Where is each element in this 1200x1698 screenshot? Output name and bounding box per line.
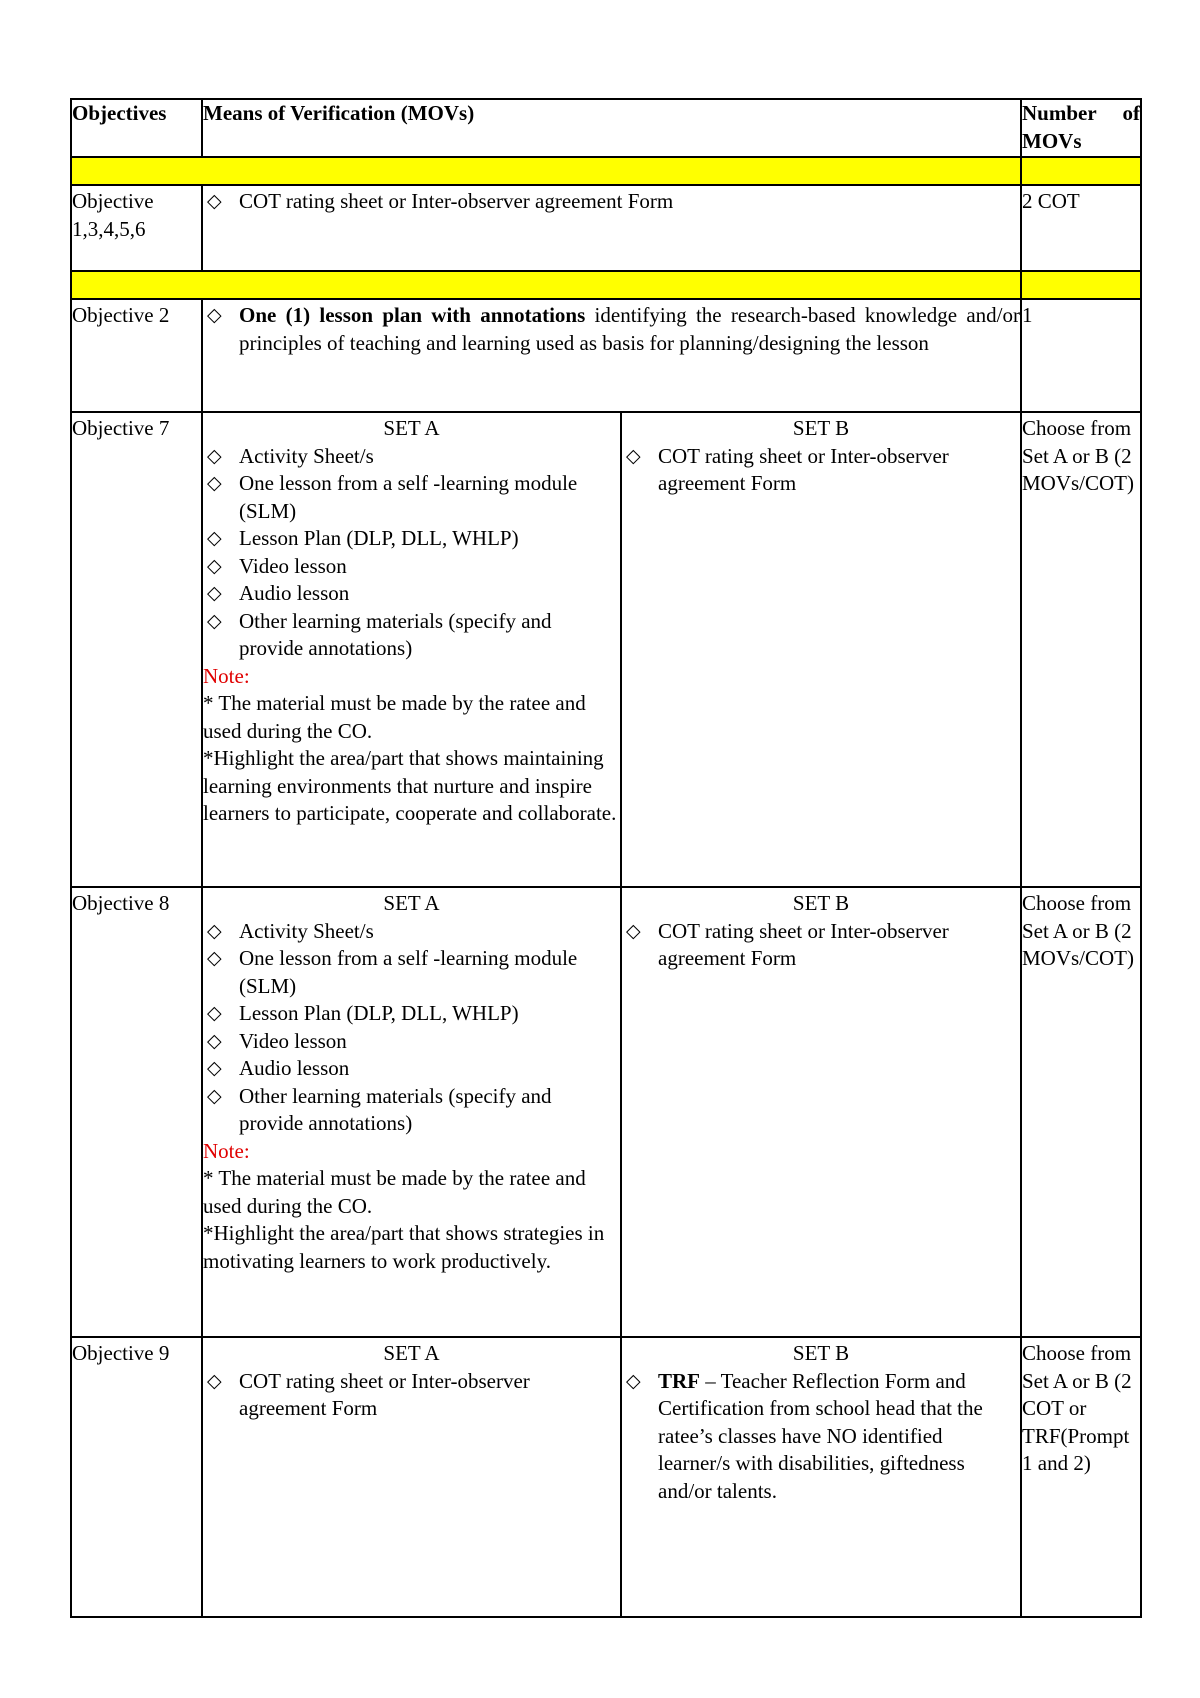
header-objectives: Objectives xyxy=(71,99,202,157)
list-item xyxy=(203,470,620,525)
objective-cell: Objective 8 xyxy=(71,887,202,1337)
set-b-cell xyxy=(621,1337,1021,1617)
diamond-bullet-icon: ◇ xyxy=(207,1369,222,1392)
list-item xyxy=(203,918,620,946)
count-cell: Choose from Set A or B (2 MOVs/COT) xyxy=(1021,412,1141,887)
list-item xyxy=(203,553,620,581)
highlight-row xyxy=(71,157,1141,185)
table-row-objective-8 xyxy=(71,887,1141,1337)
highlight-cell xyxy=(1021,157,1141,185)
list-item xyxy=(622,918,1020,973)
header-number-of-movs xyxy=(1021,99,1141,157)
diamond-bullet-icon: ◇ xyxy=(207,304,222,326)
set-b-list xyxy=(622,1368,1020,1506)
list-item-text: COT rating sheet or Inter-observer agreement Form xyxy=(239,1368,530,1420)
movs-table xyxy=(70,98,1142,1618)
diamond-bullet-icon: ◇ xyxy=(207,919,222,942)
set-b-cell xyxy=(621,412,1021,887)
count-cell: Choose from Set A or B (2 COT or TRF(Prompt 1 and 2) xyxy=(1021,1337,1141,1617)
objective-cell: Objective 1,3,4,5,6 xyxy=(71,185,202,271)
trf-bold-text: TRF xyxy=(658,1368,700,1393)
diamond-bullet-icon: ◇ xyxy=(626,919,641,942)
diamond-bullet-icon: ◇ xyxy=(207,527,222,549)
set-a-cell xyxy=(202,412,621,887)
diamond-bullet-icon: ◇ xyxy=(207,1057,222,1079)
list-item xyxy=(622,1368,1020,1506)
note-label: Note: xyxy=(203,1138,250,1163)
set-a-title: SET A xyxy=(383,416,440,440)
set-a-title: SET A xyxy=(383,1341,440,1365)
header-row xyxy=(71,99,1141,157)
list-item-text: Activity Sheet/s xyxy=(239,443,374,468)
note-text: *Highlight the area/part that shows maintaining learning environments that nurture and inspire learners to participate, cooperate and collaborate. xyxy=(203,746,617,825)
diamond-bullet-icon: ◇ xyxy=(207,1029,222,1052)
list-item-text: – Teacher Reflection Form and Certification from school head that the ratee’s classes have NO identified learner/s with disabilities, giftedness and/or talents. xyxy=(658,1368,983,1503)
header-of-word: of xyxy=(1122,101,1140,125)
list-item xyxy=(203,443,620,471)
list-item xyxy=(203,608,620,663)
list-item-text: Activity Sheet/s xyxy=(239,918,374,943)
note-text: *Highlight the area/part that shows strategies in motivating learners to work productively. xyxy=(203,1221,605,1273)
mov-text: identifying the research-based knowledge and/or principles of teaching and learning used as basis for planning/designing the lesson xyxy=(239,303,1020,355)
list-item xyxy=(203,1028,620,1056)
diamond-bullet-icon: ◇ xyxy=(207,582,222,604)
list-item xyxy=(203,1000,620,1028)
table-row-objective-1-3-4-5-6 xyxy=(71,185,1141,271)
list-item xyxy=(203,1368,620,1423)
table-row-objective-2 xyxy=(71,299,1141,412)
count-cell: Choose from Set A or B (2 MOVs/COT) xyxy=(1021,887,1141,1337)
highlight-cell xyxy=(71,157,1021,185)
note-text: * The material must be made by the ratee and used during the CO. xyxy=(203,691,586,743)
highlight-cell xyxy=(1021,271,1141,299)
note-text: * The material must be made by the ratee and used during the CO. xyxy=(203,1166,586,1218)
mov-cell xyxy=(202,185,1021,271)
count-cell: 1 xyxy=(1021,299,1141,412)
mov-cell xyxy=(202,299,1021,412)
highlight-row xyxy=(71,271,1141,299)
mov-text: COT rating sheet or Inter-observer agreement Form xyxy=(239,189,674,213)
diamond-bullet-icon: ◇ xyxy=(207,1002,222,1024)
list-item xyxy=(622,443,1020,498)
count-cell: 2 COT xyxy=(1021,185,1141,271)
list-item xyxy=(203,1083,620,1138)
objective-cell: Objective 2 xyxy=(71,299,202,412)
list-item xyxy=(203,945,620,1000)
list-item xyxy=(203,188,1020,216)
list-item-text: Audio lesson xyxy=(239,1056,350,1080)
objective-cell: Objective 9 xyxy=(71,1337,202,1617)
list-item xyxy=(203,1055,620,1083)
diamond-bullet-icon: ◇ xyxy=(207,947,222,969)
mov-bold-text: One (1) lesson plan with annotations xyxy=(239,303,586,327)
list-item-text: COT rating sheet or Inter-observer agreement Form xyxy=(658,918,949,970)
list-item-text: Video lesson xyxy=(239,1028,347,1053)
set-b-list xyxy=(622,443,1020,498)
diamond-bullet-icon: ◇ xyxy=(207,554,222,577)
header-movs-word: MOVs xyxy=(1022,128,1082,153)
list-item xyxy=(203,525,620,553)
diamond-bullet-icon: ◇ xyxy=(207,472,222,494)
list-item-text: Other learning materials (specify and provide annotations) xyxy=(239,1083,552,1135)
diamond-bullet-icon: ◇ xyxy=(626,1369,641,1392)
list-item-text: COT rating sheet or Inter-observer agreement Form xyxy=(658,443,949,495)
list-item xyxy=(203,580,620,608)
set-a-list xyxy=(203,918,620,1138)
list-item-text: Audio lesson xyxy=(239,581,350,605)
diamond-bullet-icon: ◇ xyxy=(207,1084,222,1107)
list-item-text: One lesson from a self -learning module (SLM) xyxy=(239,471,578,523)
set-b-title: SET B xyxy=(792,416,850,440)
set-b-title: SET B xyxy=(792,891,850,915)
objective-cell: Objective 7 xyxy=(71,412,202,887)
diamond-bullet-icon: ◇ xyxy=(626,444,641,467)
set-a-cell xyxy=(202,887,621,1337)
set-b-list xyxy=(622,918,1020,973)
highlight-cell xyxy=(71,271,1021,299)
set-a-list xyxy=(203,1368,620,1423)
diamond-bullet-icon: ◇ xyxy=(207,444,222,467)
set-a-list xyxy=(203,443,620,663)
diamond-bullet-icon: ◇ xyxy=(207,609,222,632)
header-means-of-verification: Means of Verification (MOVs) xyxy=(202,99,1021,157)
header-number-word: Number xyxy=(1022,101,1097,125)
list-item-text: Other learning materials (specify and provide annotations) xyxy=(239,608,552,660)
list-item-text: Lesson Plan (DLP, DLL, WHLP) xyxy=(239,1001,519,1025)
note-label: Note: xyxy=(203,663,250,688)
table-row-objective-9 xyxy=(71,1337,1141,1617)
set-a-title: SET A xyxy=(383,891,440,915)
list-item-text: One lesson from a self -learning module (SLM) xyxy=(239,946,578,998)
list-item xyxy=(203,302,1020,357)
set-b-title: SET B xyxy=(792,1341,850,1365)
list-item-text: Lesson Plan (DLP, DLL, WHLP) xyxy=(239,526,519,550)
set-b-cell xyxy=(621,887,1021,1337)
table-row-objective-7 xyxy=(71,412,1141,887)
set-a-cell xyxy=(202,1337,621,1617)
diamond-bullet-icon: ◇ xyxy=(207,190,222,212)
list-item-text: Video lesson xyxy=(239,553,347,578)
